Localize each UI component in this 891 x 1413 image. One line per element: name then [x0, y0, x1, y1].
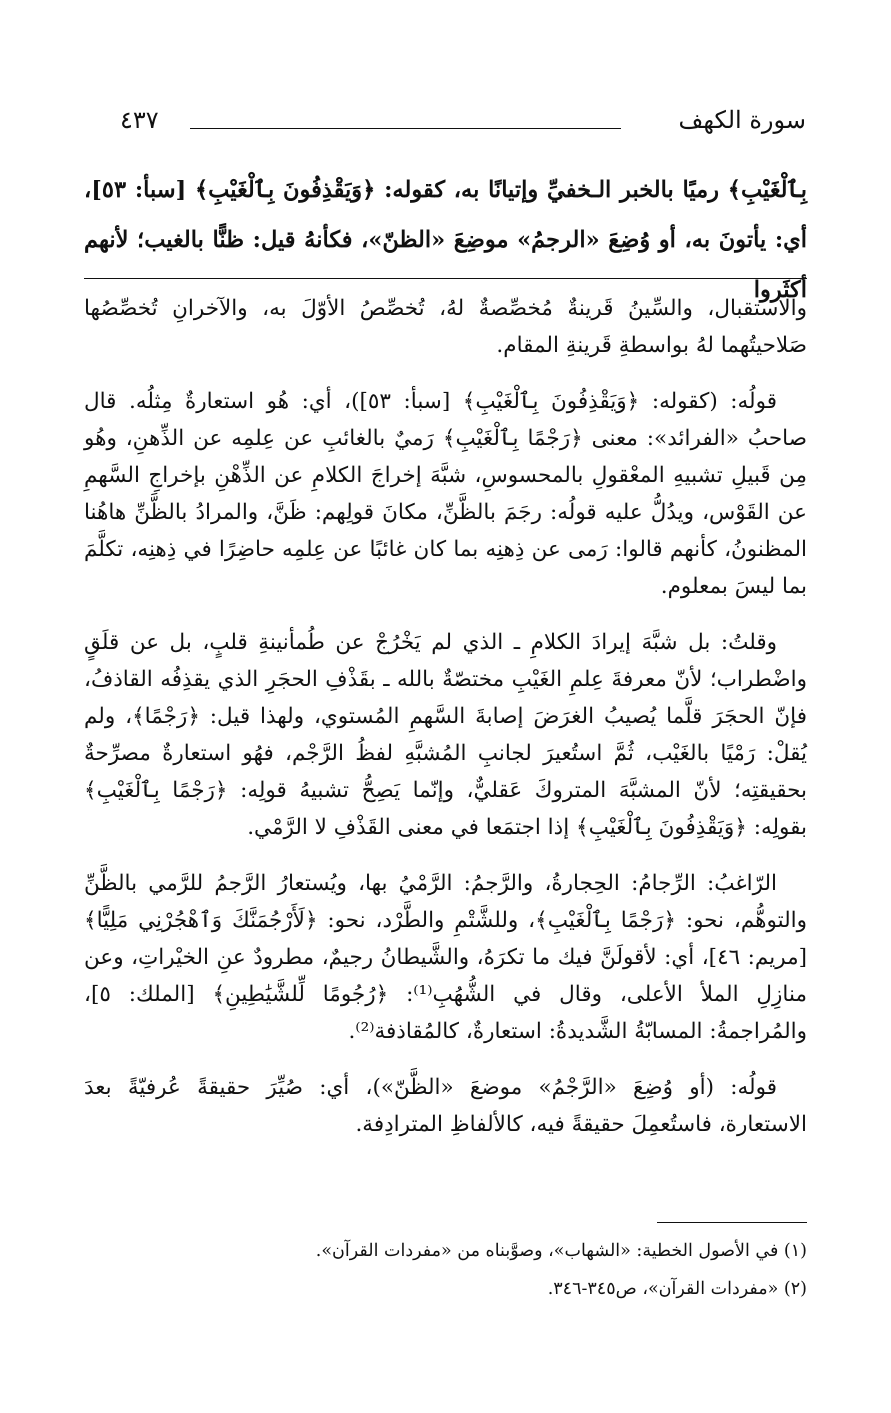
main-text-block: بِٱلْغَيْبِ﴾ رميًا بالخبر الـخفيِّ وإتيانًا به، كقوله: ﴿وَيَقْذِفُونَ بِٱلْغَيْبِ﴾ [سبأ: ٥٣]، أي: يأتونَ به، أو وُضِعَ «الرجمُ» موضِعَ «الظنّ»، فكأنهُ قيل: ظنًّا بالغيب؛ لأنهم أكثَروا [84, 177, 807, 303]
commentary-paragraph: قولُه: (كقوله: ﴿وَيَقْذِفُونَ بِٱلْغَيْبِ﴾ [سبأ: ٥٣])، أي: هُو استعارةٌ مِثلُه. قال صاحبُ «الفرائد»: معنى ﴿رَجْمًا بِٱلْغَيْبِ﴾ رَميٌ بالغائبِ عن عِلمِه عن الذِّهنِ، وهُو مِن قَبيلِ تشبيهِ المعْقولِ بالمحسوسِ، شبَّهَ إخراجَ الكلامِ عن الذِّهْنِ بإخراجِ السَّهمِ عن القَوْس، ويدُلُّ عليه قولُه: رجَمَ بالظَّنِّ، مكانَ قولِهم: ظَنَّ، والمرادُ بالظَّنِّ هاهُنا المظنونُ، كأنهم قالوا: رَمى عن ذِهنِه بما كان غائبًا عن عِلمِه حاضِرًا في ذِهنِه، تكلَّمَ بما ليسَ بمعلوم. [84, 389, 807, 599]
footnote-divider [657, 1222, 807, 1223]
footnotes [84, 1232, 807, 1308]
commentary-paragraph: الرّاغبُ: الرِّجامُ: الحِجارةُ، والرَّجمُ: الرَّمْيُ بها، ويُستعارُ الرَّجمُ للرَّمي بالظَّنِّ والتوهُّم، نحو: ﴿رَجْمًا بِٱلْغَيْبِ﴾، وللشَّتْمِ والطَّرْد، نحو: ﴿لَأَرْجُمَنَّكَ وَٱهْجُرْنِي مَلِيًّا﴾ [مريم: ٤٦]، أي: لأقولَنَّ فيك ما تكرَهُ، والشَّيطانُ رجيمٌ، مطرودٌ عنِ الخيْراتِ، وعن منازِلِ الملأ الأعلى، وقال في الشُّهُبِ⁽¹⁾: ﴿رُجُومًا لِّلشَّيَٰطِينِ﴾ [الملك: ٥]، والمُراجمةُ: المسابّةُ الشَّديدةُ: استعارةٌ، كالمُقاذفة⁽²⁾. [84, 871, 807, 1044]
header-rule [190, 128, 621, 129]
main-text-divider [84, 278, 807, 279]
commentary-body [84, 290, 807, 1162]
footnote-1: (١) في الأصول الخطية: «الشهاب»، وصوَّبناه من «مفردات القرآن». [315, 1241, 807, 1261]
page-number: ٤٣٧ [120, 106, 159, 134]
commentary-paragraph: قولُه: (أو وُضِعَ «الرَّجْمُ» موضعَ «الظَّنّ»)، أي: صُيِّرَ حقيقةً عُرفيّةً بعدَ الاستعارة، فاستُعمِلَ حقيقةً فيه، كالألفاظِ المترادِفة. [84, 1075, 807, 1137]
commentary-paragraph: والاستقبال، والسِّينُ قَرينةٌ مُخصِّصةٌ لهُ، تُخصِّصُ الأوّلَ به، والآخرانِ تُخصِّصُها صَلاحيتُهما لهُ بواسطةِ قَرينةِ المقام. [84, 296, 807, 358]
surah-title: سورة الكهف [678, 106, 806, 134]
commentary-paragraph: وقلتُ: بل شبَّهَ إيرادَ الكلامِ ـ الذي لم يَخْرُجْ عن طُمأنينةِ قلبٍ، بل عن قلَقٍ واضْطراب؛ لأنّ معرفةَ عِلمِ الغَيْبِ مختصّةٌ بالله ـ بقَذْفِ الحجَرِ الذي يقذِفُه القاذفُ، فإنّ الحجَرَ قلَّما يُصيبُ الغرَضَ إصابةَ السَّهمِ المُستوي، ولهذا قيل: ﴿رَجْمًا﴾، ولم يُقلْ: رَمْيًا بالغَيْب، ثُمَّ استُعيرَ لجانبِ المُشبَّهِ لفظُ الرَّجْم، فهُو استعارةٌ مصرِّحةٌ بحقيقتِه؛ لأنّ المشبَّهَ المتروكَ عَقليٌّ، وإنّما يَصِحُّ تشبيهُ قولِه: ﴿رَجْمًا بِٱلْغَيْبِ﴾ بقولِه: ﴿وَيَقْذِفُونَ بِٱلْغَيْبِ﴾ إذا اجتمَعا في معنى القَذْفِ لا الرَّمْي. [84, 630, 807, 840]
running-header [120, 100, 806, 140]
footnote-2: (٢) «مفردات القرآن»، ص٣٤٥-٣٤٦. [547, 1279, 807, 1299]
